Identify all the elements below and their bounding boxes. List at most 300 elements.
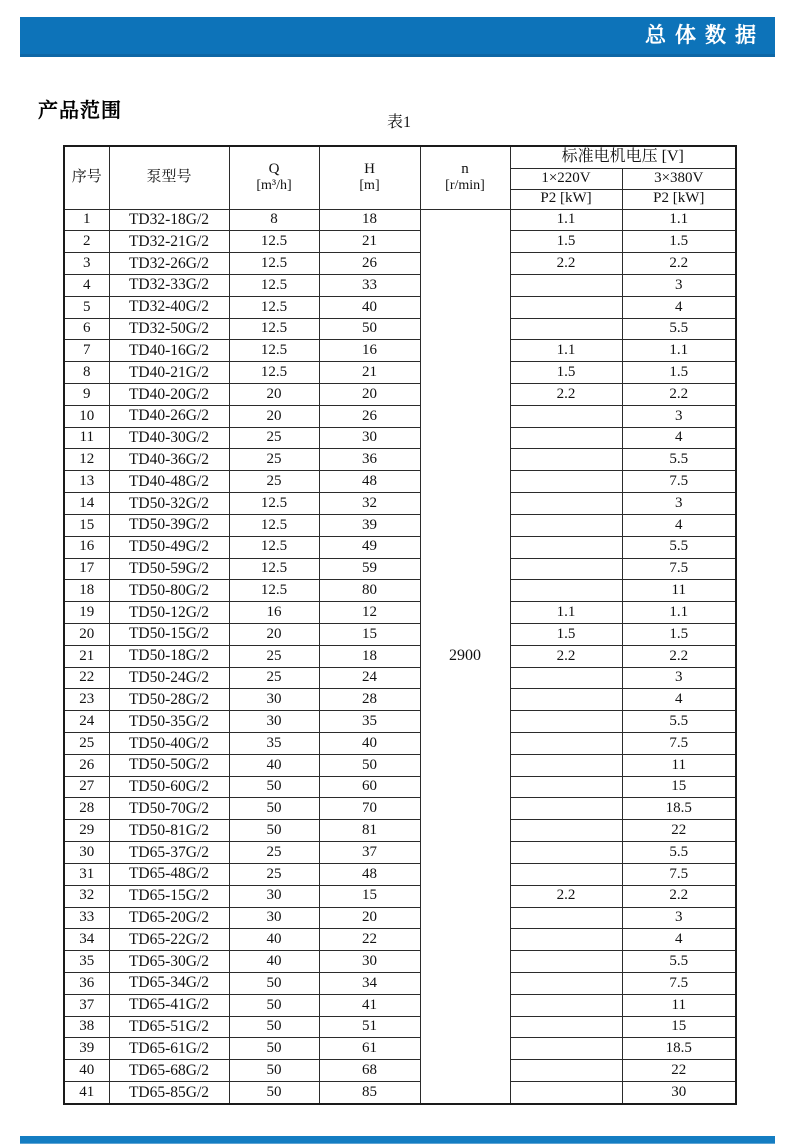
cell-pump-model: TD32-21G/2 [109, 231, 229, 253]
cell-pump-model: TD50-80G/2 [109, 580, 229, 602]
cell-serial-no: 33 [64, 907, 109, 929]
cell-flow-q: 50 [229, 1060, 319, 1082]
cell-pump-model: TD50-15G/2 [109, 623, 229, 645]
cell-pump-model: TD40-30G/2 [109, 427, 229, 449]
cell-p2-380v: 22 [622, 1060, 736, 1082]
cell-flow-q: 25 [229, 863, 319, 885]
cell-p2-380v: 18.5 [622, 1038, 736, 1060]
cell-head-h: 48 [319, 471, 420, 493]
cell-head-h: 24 [319, 667, 420, 689]
cell-p2-380v: 1.1 [622, 340, 736, 362]
cell-pump-model: TD32-18G/2 [109, 209, 229, 231]
cell-p2-220v [510, 776, 622, 798]
cell-serial-no: 40 [64, 1060, 109, 1082]
col-header-p2-380: P2 [kW] [622, 189, 736, 209]
cell-p2-380v: 11 [622, 754, 736, 776]
cell-flow-q: 40 [229, 951, 319, 973]
cell-serial-no: 30 [64, 842, 109, 864]
cell-p2-220v [510, 907, 622, 929]
cell-pump-model: TD50-39G/2 [109, 514, 229, 536]
cell-head-h: 12 [319, 602, 420, 624]
cell-p2-380v: 7.5 [622, 733, 736, 755]
cell-serial-no: 21 [64, 645, 109, 667]
cell-p2-220v [510, 449, 622, 471]
cell-p2-220v [510, 667, 622, 689]
cell-head-h: 80 [319, 580, 420, 602]
cell-flow-q: 50 [229, 1082, 319, 1105]
table-row [64, 951, 736, 973]
cell-p2-220v [510, 427, 622, 449]
cell-pump-model: TD65-51G/2 [109, 1016, 229, 1038]
cell-p2-220v: 1.1 [510, 340, 622, 362]
cell-p2-380v: 7.5 [622, 863, 736, 885]
cell-pump-model: TD50-40G/2 [109, 733, 229, 755]
cell-flow-q: 50 [229, 820, 319, 842]
cell-serial-no: 5 [64, 296, 109, 318]
product-range-table [63, 145, 737, 1105]
table-row [64, 798, 736, 820]
cell-flow-q: 12.5 [229, 296, 319, 318]
cell-flow-q: 12.5 [229, 274, 319, 296]
table-row [64, 1038, 736, 1060]
cell-p2-380v: 3 [622, 493, 736, 515]
table-row [64, 885, 736, 907]
cell-serial-no: 25 [64, 733, 109, 755]
cell-pump-model: TD65-48G/2 [109, 863, 229, 885]
cell-serial-no: 38 [64, 1016, 109, 1038]
cell-p2-380v: 30 [622, 1082, 736, 1105]
cell-head-h: 26 [319, 405, 420, 427]
table-row [64, 318, 736, 340]
cell-p2-380v: 4 [622, 929, 736, 951]
cell-p2-220v [510, 820, 622, 842]
table-row [64, 536, 736, 558]
cell-flow-q: 30 [229, 885, 319, 907]
cell-head-h: 68 [319, 1060, 420, 1082]
cell-serial-no: 3 [64, 253, 109, 275]
cell-p2-380v: 11 [622, 994, 736, 1016]
cell-flow-q: 12.5 [229, 536, 319, 558]
col-header-index-label: 序号 [71, 169, 102, 186]
cell-pump-model: TD50-35G/2 [109, 711, 229, 733]
cell-flow-q: 12.5 [229, 253, 319, 275]
table-caption: 表1 [386, 114, 411, 131]
table-row [64, 689, 736, 711]
cell-pump-model: TD40-20G/2 [109, 384, 229, 406]
cell-p2-380v: 5.5 [622, 711, 736, 733]
cell-flow-q: 50 [229, 1038, 319, 1060]
table-row [64, 907, 736, 929]
cell-head-h: 36 [319, 449, 420, 471]
cell-serial-no: 24 [64, 711, 109, 733]
cell-serial-no: 20 [64, 623, 109, 645]
col-header-q-unit: [m³/h] [256, 178, 292, 194]
cell-pump-model: TD65-15G/2 [109, 885, 229, 907]
cell-p2-220v: 2.2 [510, 253, 622, 275]
cell-pump-model: TD65-22G/2 [109, 929, 229, 951]
cell-p2-380v: 4 [622, 427, 736, 449]
cell-serial-no: 4 [64, 274, 109, 296]
cell-p2-380v: 4 [622, 514, 736, 536]
cell-flow-q: 35 [229, 733, 319, 755]
col-header-h-unit: [m] [359, 178, 380, 194]
cell-pump-model: TD65-61G/2 [109, 1038, 229, 1060]
cell-p2-220v: 1.5 [510, 362, 622, 384]
cell-flow-q: 25 [229, 471, 319, 493]
cell-pump-model: TD40-26G/2 [109, 405, 229, 427]
cell-head-h: 40 [319, 296, 420, 318]
cell-flow-q: 12.5 [229, 231, 319, 253]
table-row [64, 580, 736, 602]
cell-p2-380v: 15 [622, 776, 736, 798]
cell-pump-model: TD50-12G/2 [109, 602, 229, 624]
cell-head-h: 35 [319, 711, 420, 733]
cell-p2-220v [510, 689, 622, 711]
cell-serial-no: 12 [64, 449, 109, 471]
table-row [64, 711, 736, 733]
cell-pump-model: TD40-21G/2 [109, 362, 229, 384]
cell-pump-model: TD50-60G/2 [109, 776, 229, 798]
cell-head-h: 61 [319, 1038, 420, 1060]
cell-head-h: 20 [319, 907, 420, 929]
cell-p2-380v: 2.2 [622, 384, 736, 406]
cell-pump-model: TD32-50G/2 [109, 318, 229, 340]
cell-serial-no: 34 [64, 929, 109, 951]
cell-serial-no: 17 [64, 558, 109, 580]
section-title: 产品范围 [38, 100, 122, 122]
table-row [64, 340, 736, 362]
cell-p2-380v: 1.1 [622, 602, 736, 624]
cell-serial-no: 15 [64, 514, 109, 536]
cell-head-h: 49 [319, 536, 420, 558]
cell-p2-220v [510, 972, 622, 994]
cell-p2-220v [510, 274, 622, 296]
cell-p2-220v [510, 580, 622, 602]
cell-serial-no: 6 [64, 318, 109, 340]
cell-p2-380v: 7.5 [622, 558, 736, 580]
cell-flow-q: 12.5 [229, 318, 319, 340]
cell-head-h: 32 [319, 493, 420, 515]
table-row [64, 754, 736, 776]
cell-flow-q: 12.5 [229, 580, 319, 602]
cell-p2-220v [510, 1082, 622, 1105]
cell-p2-220v: 2.2 [510, 885, 622, 907]
col-header-n-symbol: n [461, 161, 469, 178]
cell-p2-220v [510, 929, 622, 951]
cell-head-h: 39 [319, 514, 420, 536]
cell-pump-model: TD65-37G/2 [109, 842, 229, 864]
cell-pump-model: TD50-59G/2 [109, 558, 229, 580]
cell-serial-no: 26 [64, 754, 109, 776]
footer-bar [20, 1136, 775, 1144]
cell-pump-model: TD40-48G/2 [109, 471, 229, 493]
col-header-h [319, 146, 420, 209]
cell-p2-380v: 22 [622, 820, 736, 842]
cell-p2-380v: 3 [622, 405, 736, 427]
cell-pump-model: TD32-40G/2 [109, 296, 229, 318]
cell-p2-380v: 4 [622, 296, 736, 318]
cell-p2-220v [510, 711, 622, 733]
table-header [64, 146, 736, 209]
cell-serial-no: 39 [64, 1038, 109, 1060]
cell-p2-380v: 5.5 [622, 842, 736, 864]
col-header-voltage-group: 标准电机电压 [V] [510, 146, 736, 168]
table-row [64, 493, 736, 515]
cell-p2-220v [510, 493, 622, 515]
cell-head-h: 81 [319, 820, 420, 842]
cell-p2-220v [510, 863, 622, 885]
page-header-title: 总体数据 [645, 24, 765, 47]
col-header-q [229, 146, 319, 209]
cell-head-h: 21 [319, 362, 420, 384]
table-row [64, 1082, 736, 1105]
cell-p2-220v [510, 951, 622, 973]
cell-serial-no: 10 [64, 405, 109, 427]
table-row [64, 645, 736, 667]
cell-pump-model: TD50-49G/2 [109, 536, 229, 558]
cell-p2-220v [510, 754, 622, 776]
table-row [64, 994, 736, 1016]
cell-pump-model: TD32-33G/2 [109, 274, 229, 296]
col-header-index [64, 146, 109, 209]
cell-p2-220v [510, 318, 622, 340]
table-row [64, 427, 736, 449]
cell-pump-model: TD65-68G/2 [109, 1060, 229, 1082]
cell-p2-220v [510, 514, 622, 536]
cell-p2-220v [510, 733, 622, 755]
table-row [64, 1016, 736, 1038]
cell-flow-q: 50 [229, 994, 319, 1016]
cell-serial-no: 28 [64, 798, 109, 820]
cell-p2-380v: 2.2 [622, 253, 736, 275]
cell-serial-no: 11 [64, 427, 109, 449]
table-row [64, 602, 736, 624]
table-row [64, 362, 736, 384]
cell-head-h: 50 [319, 318, 420, 340]
cell-pump-model: TD50-32G/2 [109, 493, 229, 515]
cell-flow-q: 30 [229, 711, 319, 733]
table-row [64, 667, 736, 689]
cell-serial-no: 7 [64, 340, 109, 362]
cell-flow-q: 16 [229, 602, 319, 624]
cell-p2-220v: 1.5 [510, 623, 622, 645]
cell-p2-220v: 2.2 [510, 645, 622, 667]
cell-flow-q: 25 [229, 449, 319, 471]
table-row [64, 405, 736, 427]
cell-flow-q: 50 [229, 776, 319, 798]
table-row [64, 842, 736, 864]
cell-p2-220v [510, 842, 622, 864]
cell-speed-n: 2900 [420, 209, 510, 1104]
table-row [64, 623, 736, 645]
cell-p2-380v: 2.2 [622, 885, 736, 907]
cell-serial-no: 37 [64, 994, 109, 1016]
cell-head-h: 30 [319, 951, 420, 973]
cell-p2-220v [510, 296, 622, 318]
cell-p2-380v: 2.2 [622, 645, 736, 667]
cell-serial-no: 27 [64, 776, 109, 798]
cell-flow-q: 40 [229, 929, 319, 951]
table-row [64, 863, 736, 885]
cell-flow-q: 25 [229, 645, 319, 667]
cell-head-h: 30 [319, 427, 420, 449]
cell-head-h: 20 [319, 384, 420, 406]
table-row [64, 1060, 736, 1082]
cell-head-h: 16 [319, 340, 420, 362]
cell-p2-380v: 1.1 [622, 209, 736, 231]
cell-head-h: 34 [319, 972, 420, 994]
table-row [64, 733, 736, 755]
table-row [64, 274, 736, 296]
table-row [64, 384, 736, 406]
cell-pump-model: TD50-70G/2 [109, 798, 229, 820]
cell-p2-220v: 2.2 [510, 384, 622, 406]
cell-pump-model: TD50-50G/2 [109, 754, 229, 776]
cell-pump-model: TD65-34G/2 [109, 972, 229, 994]
cell-head-h: 22 [319, 929, 420, 951]
cell-serial-no: 13 [64, 471, 109, 493]
cell-pump-model: TD50-81G/2 [109, 820, 229, 842]
cell-flow-q: 50 [229, 798, 319, 820]
cell-p2-220v [510, 798, 622, 820]
cell-head-h: 37 [319, 842, 420, 864]
table-row [64, 449, 736, 471]
table-body [64, 209, 736, 1104]
cell-p2-380v: 1.5 [622, 231, 736, 253]
header-row-1 [64, 146, 736, 168]
cell-flow-q: 30 [229, 907, 319, 929]
col-header-q-symbol: Q [268, 161, 280, 178]
cell-pump-model: TD40-16G/2 [109, 340, 229, 362]
cell-p2-380v: 5.5 [622, 951, 736, 973]
cell-serial-no: 22 [64, 667, 109, 689]
cell-p2-220v [510, 1038, 622, 1060]
cell-serial-no: 31 [64, 863, 109, 885]
table-row [64, 558, 736, 580]
cell-flow-q: 12.5 [229, 514, 319, 536]
cell-flow-q: 12.5 [229, 340, 319, 362]
cell-p2-380v: 1.5 [622, 623, 736, 645]
cell-serial-no: 2 [64, 231, 109, 253]
col-header-voltage-220: 1×220V [510, 168, 622, 189]
table-row [64, 296, 736, 318]
cell-p2-220v [510, 1060, 622, 1082]
cell-flow-q: 12.5 [229, 558, 319, 580]
col-header-h-symbol: H [364, 161, 375, 178]
cell-head-h: 33 [319, 274, 420, 296]
cell-serial-no: 9 [64, 384, 109, 406]
cell-p2-380v: 18.5 [622, 798, 736, 820]
cell-p2-380v: 5.5 [622, 449, 736, 471]
table-row [64, 231, 736, 253]
table-row [64, 471, 736, 493]
cell-flow-q: 40 [229, 754, 319, 776]
cell-p2-380v: 15 [622, 1016, 736, 1038]
cell-pump-model: TD40-36G/2 [109, 449, 229, 471]
cell-pump-model: TD50-24G/2 [109, 667, 229, 689]
header-banner [20, 17, 775, 57]
cell-pump-model: TD65-20G/2 [109, 907, 229, 929]
cell-head-h: 15 [319, 623, 420, 645]
cell-flow-q: 25 [229, 667, 319, 689]
cell-flow-q: 12.5 [229, 493, 319, 515]
cell-head-h: 70 [319, 798, 420, 820]
cell-flow-q: 8 [229, 209, 319, 231]
cell-head-h: 85 [319, 1082, 420, 1105]
cell-pump-model: TD32-26G/2 [109, 253, 229, 275]
cell-pump-model: TD50-28G/2 [109, 689, 229, 711]
cell-serial-no: 18 [64, 580, 109, 602]
cell-p2-380v: 3 [622, 274, 736, 296]
cell-head-h: 18 [319, 209, 420, 231]
cell-serial-no: 1 [64, 209, 109, 231]
cell-flow-q: 25 [229, 427, 319, 449]
cell-pump-model: TD65-30G/2 [109, 951, 229, 973]
cell-head-h: 51 [319, 1016, 420, 1038]
cell-flow-q: 20 [229, 623, 319, 645]
cell-flow-q: 50 [229, 972, 319, 994]
table-row [64, 776, 736, 798]
cell-head-h: 60 [319, 776, 420, 798]
table-row [64, 514, 736, 536]
cell-serial-no: 23 [64, 689, 109, 711]
cell-p2-220v: 1.1 [510, 209, 622, 231]
cell-serial-no: 32 [64, 885, 109, 907]
cell-p2-380v: 3 [622, 907, 736, 929]
cell-p2-220v [510, 994, 622, 1016]
cell-flow-q: 20 [229, 405, 319, 427]
cell-head-h: 21 [319, 231, 420, 253]
col-header-n [420, 146, 510, 209]
cell-flow-q: 30 [229, 689, 319, 711]
cell-p2-380v: 11 [622, 580, 736, 602]
cell-serial-no: 41 [64, 1082, 109, 1105]
cell-serial-no: 19 [64, 602, 109, 624]
cell-head-h: 50 [319, 754, 420, 776]
col-header-n-unit: [r/min] [445, 178, 485, 194]
cell-p2-380v: 3 [622, 667, 736, 689]
cell-p2-380v: 7.5 [622, 471, 736, 493]
cell-flow-q: 20 [229, 384, 319, 406]
cell-head-h: 48 [319, 863, 420, 885]
cell-p2-220v: 1.1 [510, 602, 622, 624]
cell-p2-380v: 4 [622, 689, 736, 711]
cell-serial-no: 8 [64, 362, 109, 384]
cell-p2-380v: 1.5 [622, 362, 736, 384]
cell-p2-220v: 1.5 [510, 231, 622, 253]
cell-head-h: 59 [319, 558, 420, 580]
cell-head-h: 15 [319, 885, 420, 907]
cell-flow-q: 12.5 [229, 362, 319, 384]
cell-pump-model: TD65-41G/2 [109, 994, 229, 1016]
col-header-voltage-380: 3×380V [622, 168, 736, 189]
cell-p2-380v: 7.5 [622, 972, 736, 994]
table-row [64, 929, 736, 951]
table-row [64, 972, 736, 994]
cell-p2-380v: 5.5 [622, 536, 736, 558]
cell-p2-220v [510, 558, 622, 580]
cell-flow-q: 50 [229, 1016, 319, 1038]
table-row [64, 209, 736, 231]
cell-flow-q: 25 [229, 842, 319, 864]
table-row [64, 820, 736, 842]
cell-serial-no: 36 [64, 972, 109, 994]
cell-serial-no: 35 [64, 951, 109, 973]
cell-serial-no: 14 [64, 493, 109, 515]
cell-head-h: 26 [319, 253, 420, 275]
cell-p2-380v: 5.5 [622, 318, 736, 340]
cell-head-h: 40 [319, 733, 420, 755]
